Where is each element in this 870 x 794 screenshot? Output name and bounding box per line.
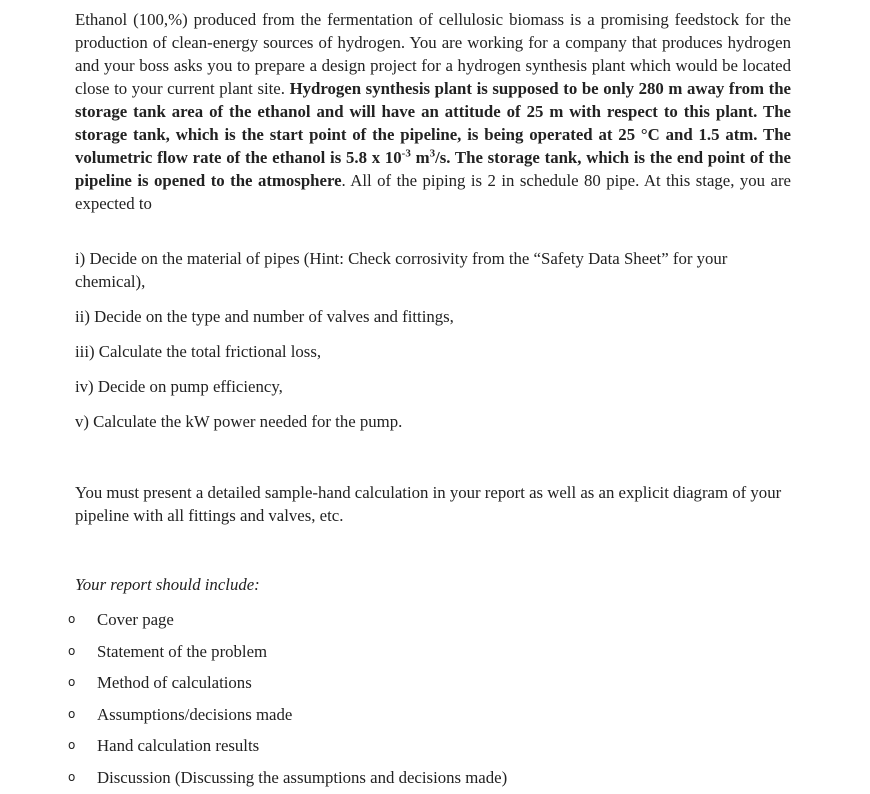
list-item-label: Cover page (97, 610, 174, 629)
intro-text: Ethanol (100,%) produced from the fermentation of cellulosic biomass is a promising feedstock for the production of clean-energy sources of hydrogen. You are working for a company that produces hydrogen and your boss asks you to prepare a design project for a hydrogen synthesis plant which would be located close to your current plant site. (75, 10, 791, 98)
question-5: v) Calculate the kW power needed for the pump. (75, 412, 403, 431)
bullet-circle-icon: o (68, 644, 76, 658)
report-heading: Your report should include: (75, 575, 260, 594)
list-item-label: Hand calculation results (97, 736, 260, 755)
intro-bold-text: Hydrogen synthesis plant is supposed to be only 280 m away from the storage tank area of the ethanol and will have an attitude of 25 m with respect to this plant. The storage tank, which is the start point of the pipeline, is being operated at 25 °C and 1.5 atm. The volumetric flow rate of the ethanol is 5.8 x $10^{-3}$ $m^3/s$. The storage tank, which is the end point of the pipeline is opened to the atmosphere (75, 79, 791, 190)
report-instruction: You must present a detailed sample-hand calculation in your report as well as an explicit diagram of your pipeline with all fittings and valves, etc. (75, 483, 782, 525)
list-item-label: Method of calculations (97, 673, 252, 692)
bullet-circle-icon: o (68, 675, 76, 689)
intro-closing-text: . All of the piping is 2 in schedule 80 pipe. At this stage, you are expected to (75, 171, 791, 213)
question-4: iv) Decide on pump efficiency, (75, 377, 283, 396)
list-item-label: Discussion (Discussing the assumptions and decisions made) (97, 768, 508, 787)
bullet-circle-icon: o (68, 738, 76, 752)
exponent-three: 3 (429, 147, 436, 160)
exponent-minus-three: -3 (401, 147, 411, 160)
problem-statement (75, 8, 791, 215)
list-item-label: Assumptions/decisions made (97, 705, 293, 724)
bullet-circle-icon: o (68, 770, 76, 784)
question-3: iii) Calculate the total frictional loss, (75, 342, 322, 361)
bullet-circle-icon: o (68, 707, 76, 721)
question-2: ii) Decide on the type and number of valves and fittings, (75, 307, 454, 326)
question-1: i) Decide on the material of pipes (Hint: Check corrosivity from the “Safety Data Sheet” for your chemical), (75, 249, 728, 291)
bullet-circle-icon: o (68, 612, 76, 626)
list-item-label: Statement of the problem (97, 642, 268, 661)
